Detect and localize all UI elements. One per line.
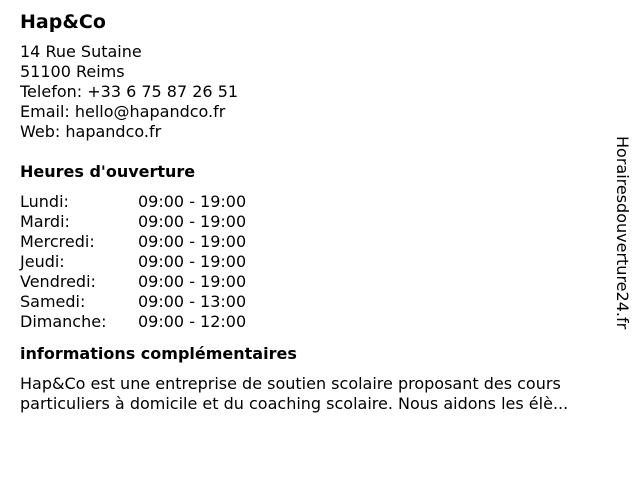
hours-day: Jeudi: bbox=[20, 252, 65, 271]
hours-time: 09:00 - 19:00 bbox=[138, 272, 247, 291]
hours-day: Mardi: bbox=[20, 212, 70, 231]
email-line bbox=[20, 102, 620, 122]
web-line bbox=[20, 122, 620, 142]
email-address[interactable]: hello@hapandco.fr bbox=[74, 102, 226, 121]
email-label: Email: bbox=[20, 102, 70, 121]
hours-time: 09:00 - 19:00 bbox=[138, 232, 247, 251]
hours-row-sunday bbox=[20, 312, 620, 332]
business-name: Hap&Co bbox=[20, 11, 106, 33]
phone-label: Telefon: bbox=[20, 82, 83, 101]
opening-hours-title: Heures d'ouverture bbox=[20, 162, 196, 181]
hours-row-saturday bbox=[20, 292, 620, 312]
additional-info-title: informations complémentaires bbox=[20, 344, 297, 363]
hours-row-monday bbox=[20, 192, 620, 212]
phone-number[interactable]: +33 6 75 87 26 51 bbox=[87, 82, 239, 101]
address-city: 51100 Reims bbox=[20, 62, 125, 81]
address-street: 14 Rue Sutaine bbox=[20, 42, 142, 61]
hours-day: Mercredi: bbox=[20, 232, 95, 251]
hours-time: 09:00 - 19:00 bbox=[138, 192, 247, 211]
hours-day: Samedi: bbox=[20, 292, 86, 311]
hours-day: Vendredi: bbox=[20, 272, 96, 291]
business-card bbox=[20, 10, 620, 414]
business-description: Hap&Co est une entreprise de soutien scolaire proposant des cours particuliers à domicile et du coaching scolaire. Nous aidons les élè... bbox=[20, 374, 569, 413]
hours-day: Lundi: bbox=[20, 192, 69, 211]
hours-time: 09:00 - 19:00 bbox=[138, 252, 247, 271]
hours-time: 09:00 - 12:00 bbox=[138, 312, 247, 331]
web-link[interactable]: hapandco.fr bbox=[65, 122, 162, 141]
opening-hours-table bbox=[20, 192, 620, 332]
hours-row-friday bbox=[20, 272, 620, 292]
hours-time: 09:00 - 13:00 bbox=[138, 292, 247, 311]
hours-time: 09:00 - 19:00 bbox=[138, 212, 247, 231]
phone-line bbox=[20, 82, 620, 102]
site-watermark: Horairesdouverture24.fr bbox=[613, 136, 632, 330]
hours-day: Dimanche: bbox=[20, 312, 107, 331]
hours-row-tuesday bbox=[20, 212, 620, 232]
hours-row-wednesday bbox=[20, 232, 620, 252]
web-label: Web: bbox=[20, 122, 61, 141]
hours-row-thursday bbox=[20, 252, 620, 272]
